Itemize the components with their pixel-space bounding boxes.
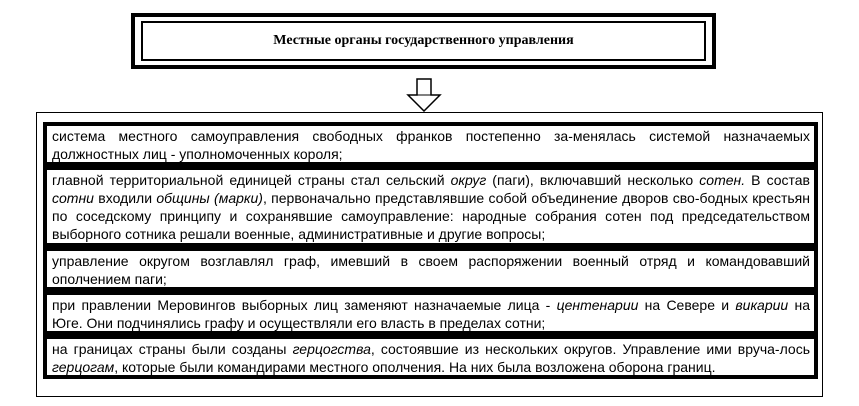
block-text-segment: , которые были командирами местного ополчения. На них была возложена оборона границ. <box>114 359 716 375</box>
block-text-segment: герцогам <box>52 359 115 375</box>
block-text-segment: викарии <box>735 297 789 313</box>
block-text-segment: при правлении Меровингов выборных лиц заменяют назначаемые лица - <box>52 297 557 313</box>
down-arrow-icon <box>406 78 442 112</box>
block-text-segment: на Юге. Они подчинялись графу и осуществляли его власть в пределах сотни; <box>52 297 810 331</box>
block-text-segment: общины (марки) <box>156 190 263 206</box>
block-2 <box>43 166 818 247</box>
block-text-segment: на Севере и <box>638 297 736 313</box>
block-text-segment: В состав <box>745 172 810 188</box>
block-text-segment: главной территориальной единицей страны стал сельский <box>52 172 451 188</box>
block-text-segment: , состоявшие из нескольких округов. Управление ими вруча-лось <box>370 341 810 357</box>
diagram-title: Местные органы государственного управления <box>273 33 574 48</box>
block-1 <box>43 122 818 166</box>
block-text-segment: входили <box>93 190 157 206</box>
title-box <box>131 13 716 69</box>
block-text-segment: система местного самоуправления свободных франков постепенно за-менялась системой назначаемых должностных лиц - уполномоченных короля; <box>52 128 810 162</box>
block-text-segment: , первоначально представлявшие собой объединение дворов сво-бодных крестьян по соседскому принципу и сохранявшие самоуправление: народные собрания сотен под председательством выборного сотника решали военные, административные и другие вопросы; <box>52 190 810 242</box>
block-3 <box>43 247 818 291</box>
block-text-segment: округ <box>450 172 487 188</box>
block-text-segment: сотни <box>52 190 94 206</box>
block-text-segment: центенарии <box>556 297 639 313</box>
block-text-segment: герцогства <box>292 341 371 357</box>
block-text-segment: управление округом возглавлял граф, имевший в своем распоряжении военный отряд и командовавший ополчением паги; <box>52 253 810 287</box>
block-4 <box>43 291 818 335</box>
block-5 <box>43 335 818 379</box>
block-text-segment: сотен. <box>699 172 746 188</box>
block-text-segment: на границах страны были созданы <box>52 341 293 357</box>
block-text-segment: (паги), включавший несколько <box>486 172 700 188</box>
